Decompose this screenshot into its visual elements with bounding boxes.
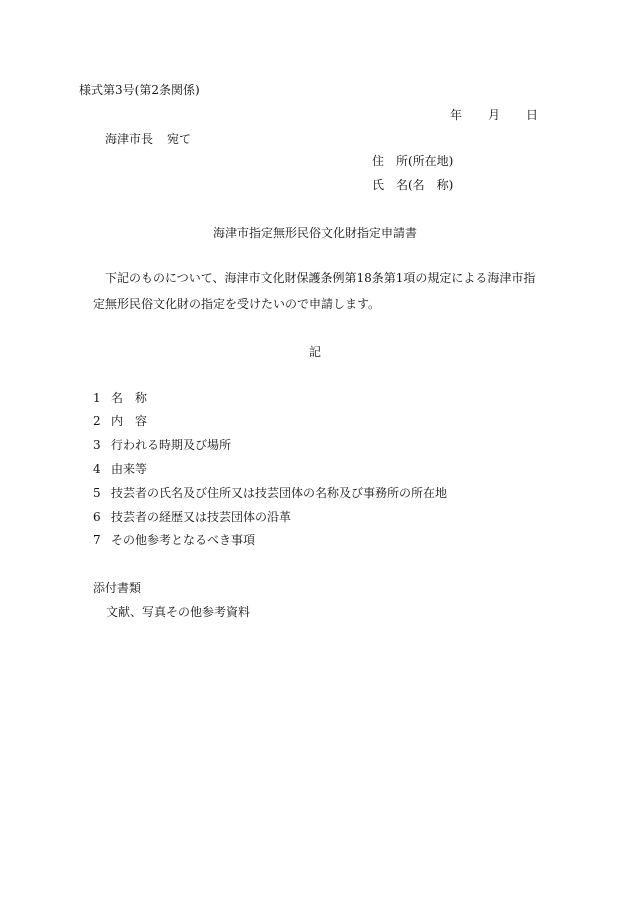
list-item-number: 1 <box>93 391 101 405</box>
list-item <box>93 485 447 501</box>
list-item <box>93 390 147 406</box>
attachments-heading: 添付書類 <box>93 581 142 595</box>
applicant-name-label: 氏 名(名 称) <box>372 178 454 192</box>
form-number: 様式第3号(第2条関係) <box>79 83 200 97</box>
list-item-number: 6 <box>93 510 101 524</box>
date-line <box>450 107 538 123</box>
body-text-line-1: 下記のものについて、海津市文化財保護条例第18条第1項の規定による海津市指 <box>105 271 536 285</box>
addressee <box>105 131 191 147</box>
list-item-text: 内 容 <box>111 414 148 428</box>
list-item-text: 名 称 <box>111 391 148 405</box>
list-item-number: 4 <box>93 462 101 476</box>
list-item-text: 技芸者の経歴又は技芸団体の沿革 <box>111 510 292 524</box>
date-year: 年 <box>450 108 463 122</box>
list-item-number: 5 <box>93 486 101 500</box>
addressee-suffix: 宛て <box>167 132 192 146</box>
applicant-address-label: 住 所(所在地) <box>372 154 454 168</box>
addressee-name: 海津市長 <box>105 132 154 146</box>
list-item-text: 技芸者の氏名及び住所又は技芸団体の名称及び事務所の所在地 <box>111 486 448 500</box>
list-item <box>93 437 231 453</box>
list-item <box>93 413 147 429</box>
date-month: 月 <box>488 108 501 122</box>
list-item-number: 2 <box>93 414 101 428</box>
ki-heading: 記 <box>308 345 321 359</box>
attachments-content: 文献、写真その他参考資料 <box>106 605 251 619</box>
date-day: 日 <box>526 108 539 122</box>
list-item <box>93 532 255 548</box>
list-item-number: 3 <box>93 438 101 452</box>
document-title: 海津市指定無形民俗文化財指定申請書 <box>212 226 417 240</box>
list-item-number: 7 <box>93 533 101 547</box>
list-item-text: 行われる時期及び場所 <box>111 438 232 452</box>
body-text-line-2: 定無形民俗文化財の指定を受けたいので申請します。 <box>93 297 381 311</box>
list-item-text: その他参考となるべき事項 <box>111 533 256 547</box>
list-item <box>93 509 291 525</box>
list-item-text: 由来等 <box>111 462 148 476</box>
list-item <box>93 461 147 477</box>
